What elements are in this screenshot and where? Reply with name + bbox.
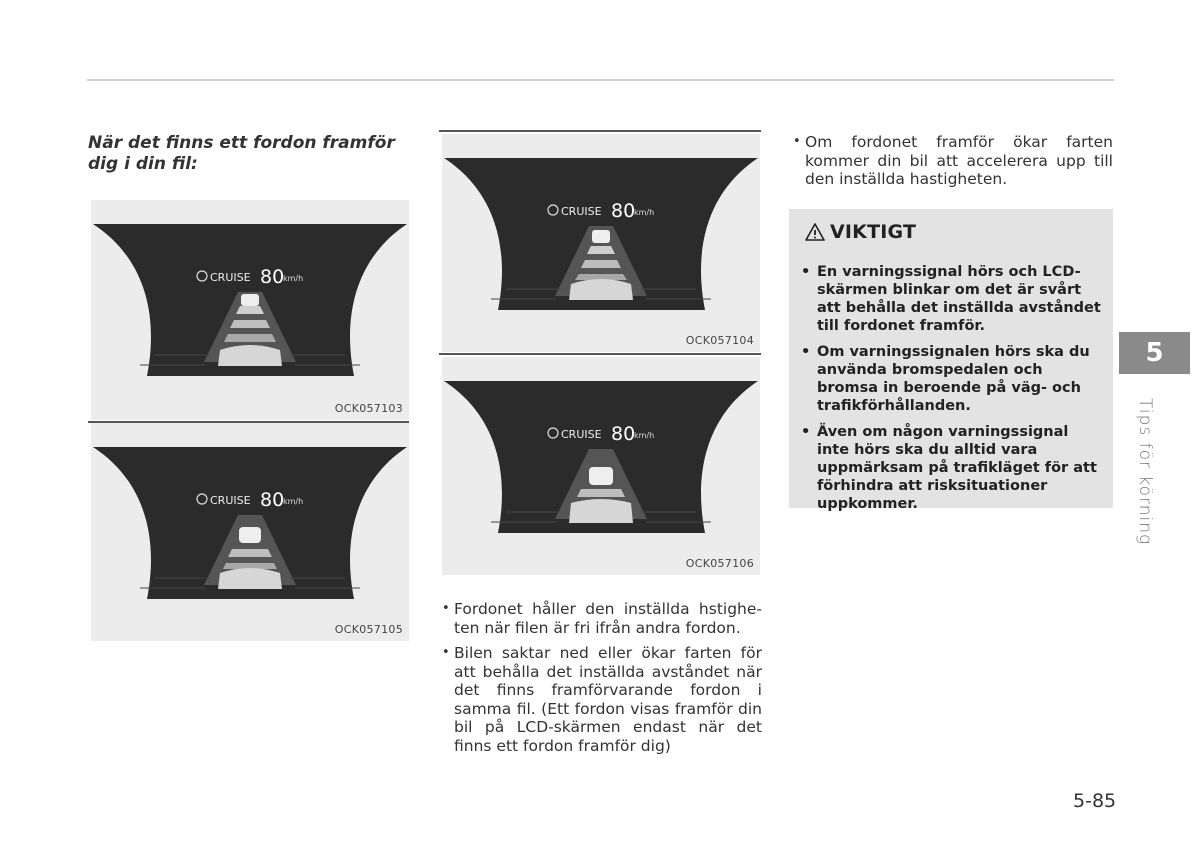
list-item: • Fordonet håller den inställda hstigheten när filen är fri ifrån andra fordon. [442,600,762,637]
cruise-label: CRUISE [210,494,251,507]
cruise-label: CRUISE [561,428,602,441]
figure-ock057103 [91,200,409,420]
list-item: • Om fordonet framför ökar farten kommer din bil att accelerera upp till den inställda hastigheten. [793,133,1113,189]
right-bullet-list [793,133,1113,196]
cluster-display-illustration [91,423,409,623]
set-speed: 80 [611,423,636,445]
warning-title [805,221,916,243]
speed-unit: km/h [283,274,304,283]
warning-item: • Även om någon varningssignal inte hörs ska du alltid vara uppmärksam på trafikläget för att förhindra att risksituationer uppkommer. [801,423,1101,513]
set-speed: 80 [611,200,636,222]
warning-title-text: VIKTIGT [830,221,917,243]
speed-unit: km/h [634,431,655,440]
warning-item: • En varningssignal hörs och LCD-skärmen blinkar om det är svårt att behålla det inställda avståndet till fordonet framför. [801,263,1101,335]
section-heading: När det finns ett fordon framför dig i din fil: [88,133,395,174]
warning-item: • Om varningssignalen hörs ska du använda bromspedalen och bromsa in beroende på väg- och trafikförhållanden. [801,343,1101,415]
figure-divider [439,353,761,355]
middle-bullet-list [442,600,762,762]
chapter-title: Tips för körning [1135,398,1155,546]
top-rule [87,79,1114,81]
figure-ock057106 [442,357,760,575]
set-speed: 80 [260,489,285,511]
cluster-display-illustration [91,200,409,400]
figure-code: OCK057104 [685,334,754,347]
warning-box [789,209,1113,512]
figure-code: OCK057105 [334,623,403,636]
figure-ock057104 [442,134,760,352]
cruise-label: CRUISE [210,271,251,284]
figure-code: OCK057103 [334,402,403,415]
chapter-tab: 5 [1119,332,1190,374]
figure-ock057105 [91,423,409,641]
warning-list [801,263,1101,521]
cluster-display-illustration [442,134,760,334]
cruise-label: CRUISE [561,205,602,218]
warning-triangle-icon [805,222,825,242]
cluster-display-illustration [442,357,760,557]
figure-code: OCK057106 [685,557,754,570]
set-speed: 80 [260,266,285,288]
speed-unit: km/h [634,208,655,217]
list-item: • Bilen saktar ned eller ökar farten för att behålla det inställda avståndet när det finns framförvarande fordon i samma fil. (Ett fordon visas framför din bil på LCD-skärmen endast när det finns ett fordon framför dig) [442,644,762,755]
figure-divider [439,130,761,132]
speed-unit: km/h [283,497,304,506]
page-number: 5-85 [1073,790,1117,812]
